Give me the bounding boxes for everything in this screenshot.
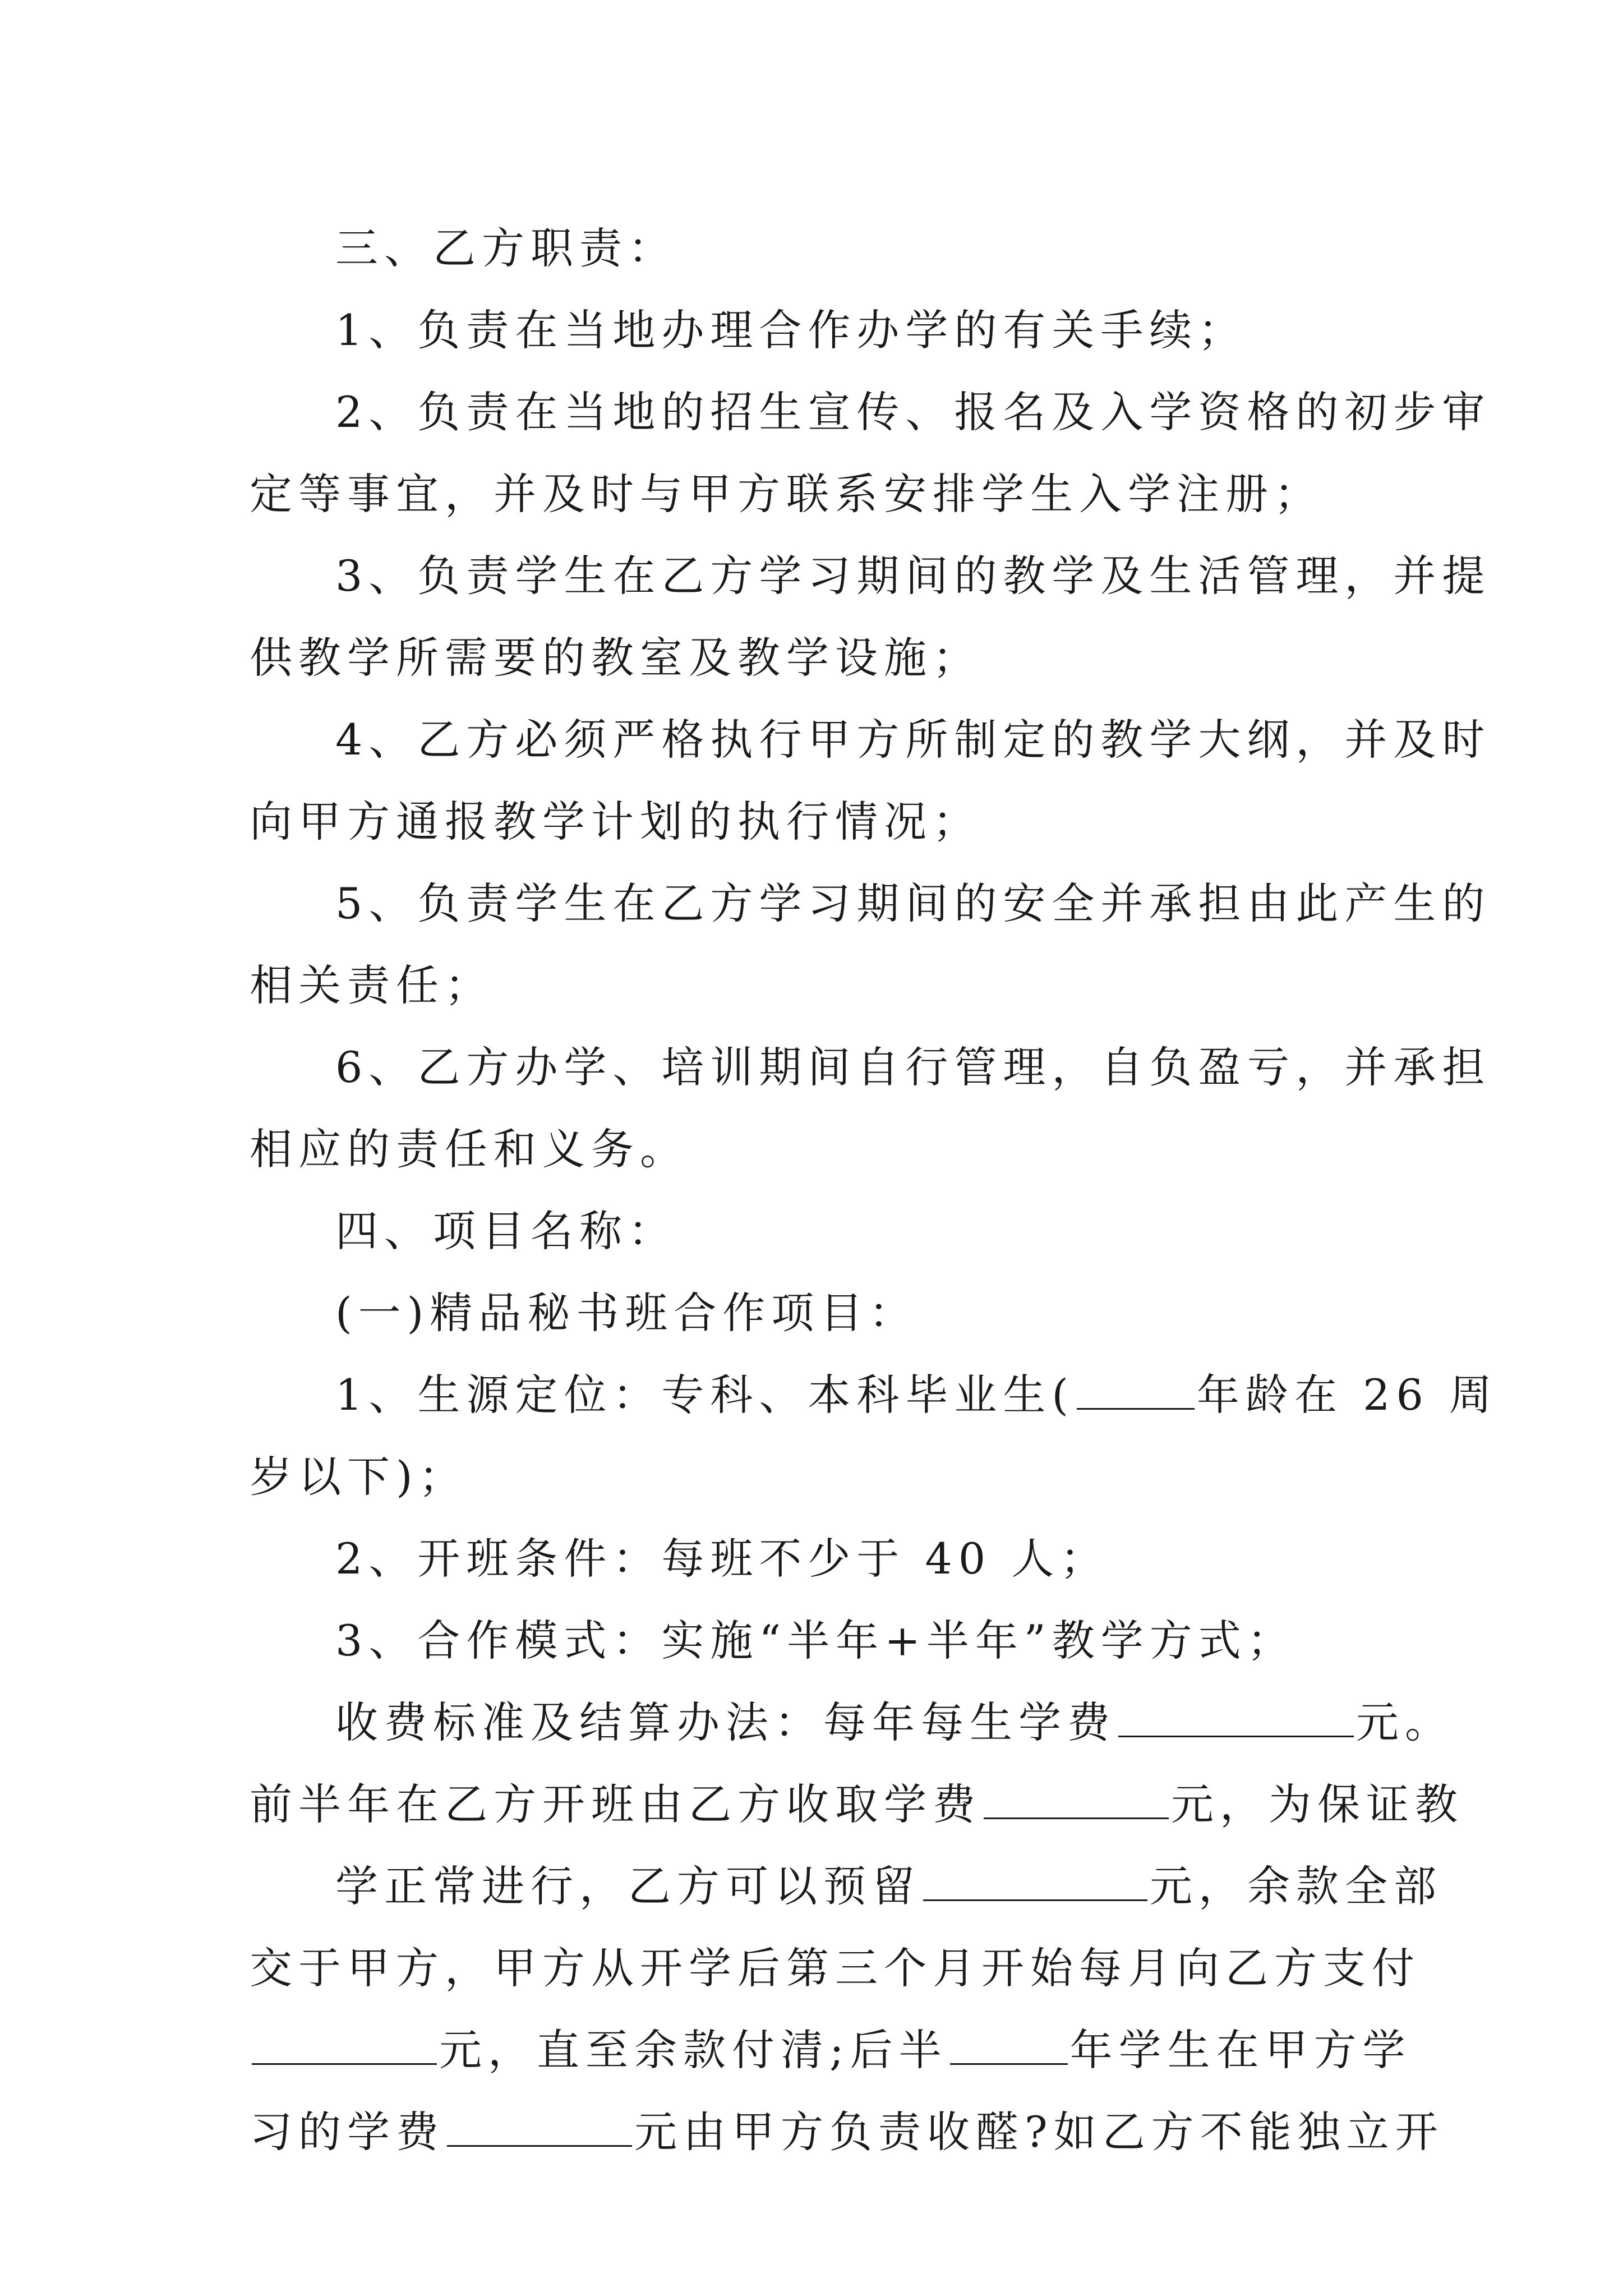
fee-line-1-after: 元。 xyxy=(1356,1697,1454,1747)
blank-field xyxy=(984,1784,1169,1819)
fee-line-5-after: 年学生在甲方学 xyxy=(1069,2025,1412,2075)
section-heading-4: 四、项目名称： xyxy=(335,1206,677,1256)
subsection-heading-1: (一)精品秘书班合作项目： xyxy=(335,1288,918,1338)
duty-item-6: 6、乙方办学、培训期间自行管理，自负盈亏，并承担 xyxy=(335,1042,1491,1092)
duty-item-5-cont: 相关责任； xyxy=(250,960,494,1010)
blank-field xyxy=(447,2111,632,2147)
fee-line-6-after: 元由甲方负责收醛?如乙方不能独立开 xyxy=(634,2107,1444,2157)
duty-item-2-cont: 定等事宜，并及时与甲方联系安排学生入学注册； xyxy=(250,469,1323,519)
blank-field xyxy=(252,2030,437,2065)
duty-item-2: 2、负责在当地的招生宣传、报名及入学资格的初步审 xyxy=(335,387,1491,437)
duty-item-4: 4、乙方必须严格执行甲方所制定的教学大纲，并及时 xyxy=(335,715,1491,765)
project-item-1 xyxy=(250,1354,1498,1436)
blank-field xyxy=(1118,1702,1354,1737)
project-item-2: 2、开班条件：每班不少于 40 人； xyxy=(335,1534,1109,1584)
age-line-before: 1、生源定位：专科、本科毕业生( xyxy=(335,1370,1075,1420)
duty-item-3: 3、负责学生在乙方学习期间的教学及生活管理，并提 xyxy=(335,551,1491,601)
duty-item-5: 5、负责学生在乙方学习期间的安全并承担由此产生的 xyxy=(335,878,1491,928)
age-line-after: 年龄在 26 周 xyxy=(1197,1370,1498,1420)
fee-line-3-after: 元，余款全部 xyxy=(1150,1861,1442,1911)
project-item-1-cont: 岁以下)； xyxy=(250,1452,468,1502)
document-page xyxy=(250,208,1498,2173)
fee-line-1 xyxy=(250,1682,1454,1764)
duty-item-3-cont: 供教学所需要的教室及教学设施； xyxy=(250,633,981,683)
blank-field xyxy=(1077,1374,1195,1410)
fee-line-6 xyxy=(250,2091,1444,2173)
fee-line-1-before: 收费标准及结算办法：每年每生学费 xyxy=(335,1697,1116,1747)
fee-line-3 xyxy=(250,1846,1442,1927)
project-item-3: 3、合作模式：实施“半年+半年”教学方式； xyxy=(335,1616,1296,1665)
fee-line-6-before: 习的学费 xyxy=(250,2107,445,2157)
fee-line-2-after: 元，为保证教 xyxy=(1171,1779,1464,1829)
fee-line-4: 交于甲方，甲方从开学后第三个月开始每月向乙方支付 xyxy=(250,1943,1421,1993)
fee-line-2 xyxy=(250,1764,1464,1846)
fee-line-5 xyxy=(250,2009,1412,2091)
duty-item-1: 1、负责在当地办理合作办学的有关手续； xyxy=(335,305,1247,355)
fee-line-3-before: 学正常进行，乙方可以预留 xyxy=(335,1861,921,1911)
section-heading-3: 三、乙方职责： xyxy=(335,223,677,273)
fee-line-5-middle: 元，直至余款付清;后半 xyxy=(439,2025,948,2075)
blank-field xyxy=(923,1866,1147,1901)
fee-line-2-before: 前半年在乙方开班由乙方收取学费 xyxy=(250,1779,981,1829)
blank-field xyxy=(950,2030,1068,2065)
duty-item-4-cont: 向甲方通报教学计划的执行情况； xyxy=(250,797,981,846)
duty-item-6-cont: 相应的责任和义务。 xyxy=(250,1124,689,1174)
